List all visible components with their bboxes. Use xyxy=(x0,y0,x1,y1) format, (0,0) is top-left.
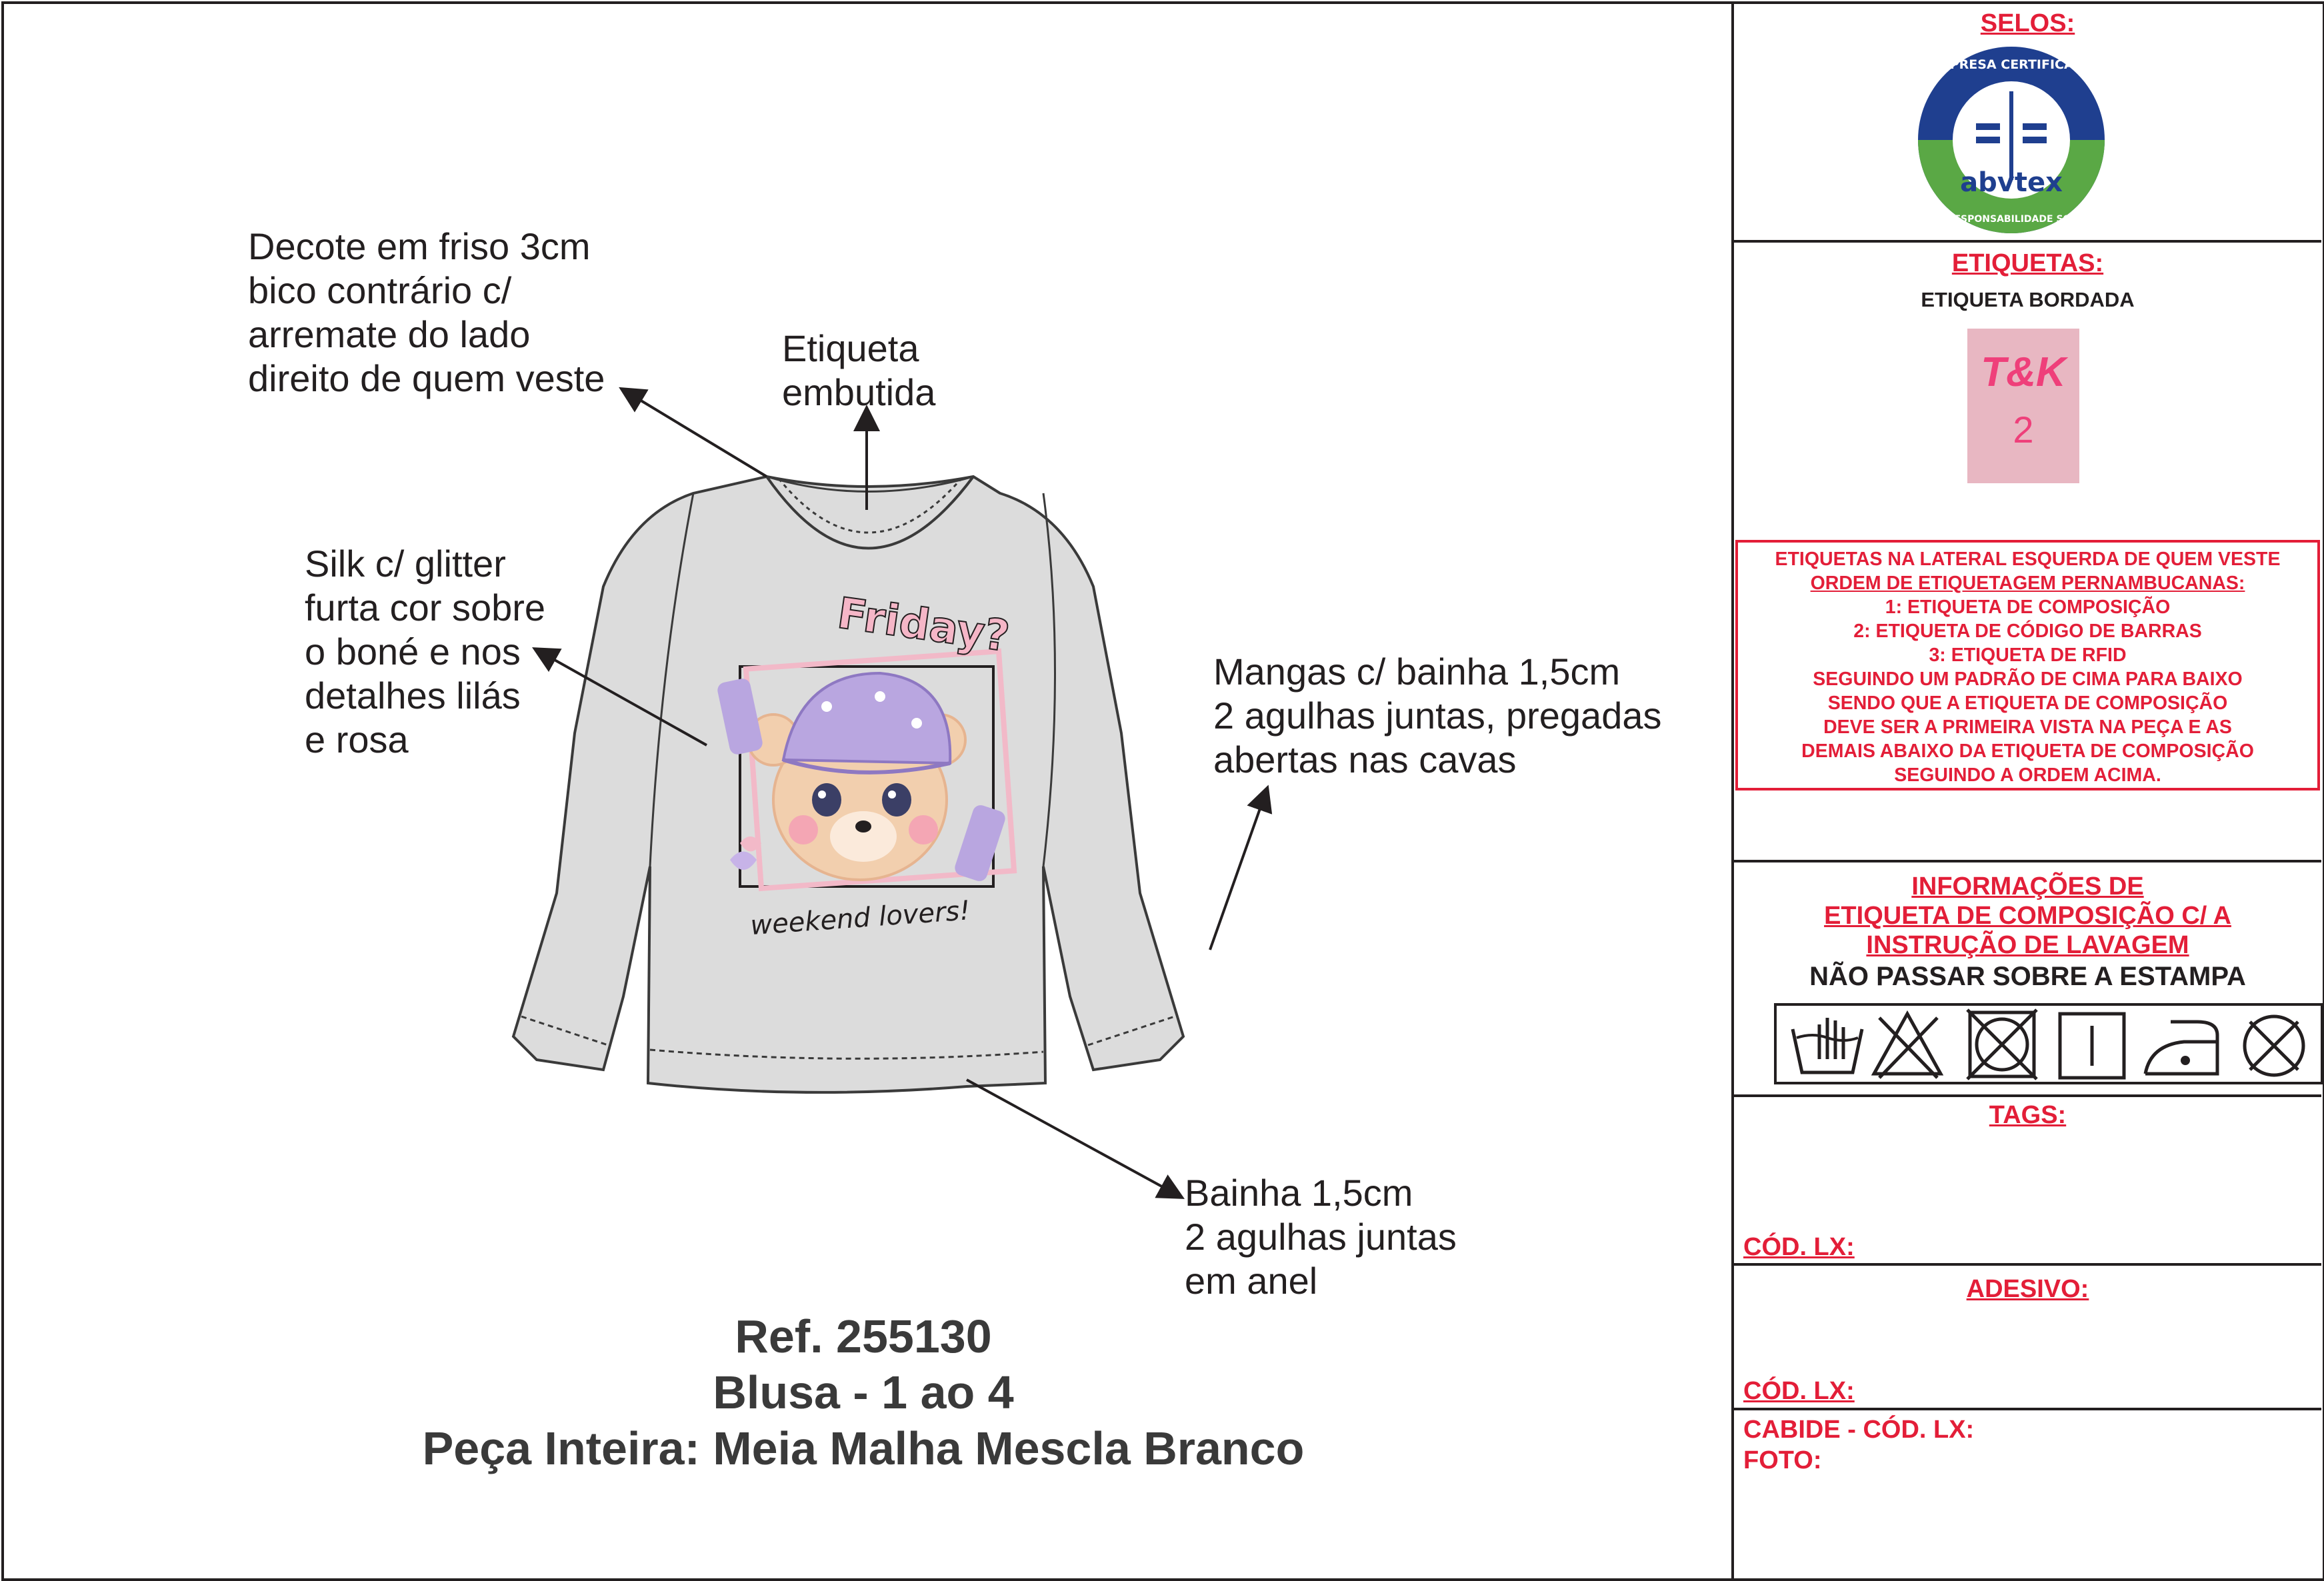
brand-label-size: 2 xyxy=(2013,409,2034,451)
section-divider xyxy=(1734,1263,2321,1266)
brand-label-logo: T&K xyxy=(1981,349,2066,395)
hanger-code-label: CABIDE - CÓD. LX: xyxy=(1743,1416,1975,1444)
neckline-arrow xyxy=(623,390,767,477)
section-divider xyxy=(1734,1094,2321,1097)
instruction-line: DEMAIS ABAIXO DA ETIQUETA DE COMPOSIÇÃO xyxy=(1801,741,2254,762)
section-divider xyxy=(1734,860,2321,862)
seal-bottom-text: EM RESPONSABILIDADE SOCIAL xyxy=(1928,214,2095,225)
sleeve-note: Mangas c/ bainha 1,5cm 2 agulhas juntas, pregadas abertas nas cavas xyxy=(1213,651,1662,781)
photo-label: FOTO: xyxy=(1743,1446,1822,1474)
label-type: ETIQUETA BORDADA xyxy=(1921,288,2135,311)
instruction-line: SEGUINDO UM PADRÃO DE CIMA PARA BAIXO xyxy=(1813,669,2243,690)
print-warning: NÃO PASSAR SOBRE A ESTAMPA xyxy=(1809,962,2246,991)
hand-wash-icon xyxy=(1793,1018,1862,1072)
instruction-line: SEGUINDO A ORDEM ACIMA. xyxy=(1894,765,2161,786)
instruction-line: ORDEM DE ETIQUETAGEM PERNAMBUCANAS: xyxy=(1810,573,2245,594)
sleeve-arrow xyxy=(1210,790,1267,950)
instruction-line: ETIQUETAS NA LATERAL ESQUERDA DE QUEM VESTE xyxy=(1775,549,2281,570)
seal-top-text: EMPRESA CERTIFICADA xyxy=(1928,57,2095,72)
hem-note: Bainha 1,5cm 2 agulhas juntas em anel xyxy=(1185,1172,1457,1302)
abvtex-seal xyxy=(1915,43,2108,237)
section-divider xyxy=(1734,1408,2321,1410)
line-dry-icon xyxy=(2060,1014,2124,1078)
composition-title-line: INSTRUÇÃO DE LAVAGEM xyxy=(1866,931,2189,959)
instruction-line: 2: ETIQUETA DE CÓDIGO DE BARRAS xyxy=(1853,621,2202,642)
sticker-code-label: CÓD. LX: xyxy=(1743,1377,1855,1405)
iron-low-icon xyxy=(2145,1022,2217,1074)
seals-title: SELOS: xyxy=(1980,9,2075,37)
brand-label xyxy=(1967,329,2079,483)
sticker-title: ADESIVO: xyxy=(1966,1275,2089,1303)
print-tagline: weekend lovers! xyxy=(749,895,971,942)
instruction-line: 3: ETIQUETA DE RFID xyxy=(1929,645,2127,666)
label-note: Etiqueta embutida xyxy=(782,327,936,413)
instruction-line: DEVE SER A PRIMEIRA VISTA NA PEÇA E AS xyxy=(1823,717,2232,738)
silk-note: Silk c/ glitter furta cor sobre o boné e nos detalhes lilás e rosa xyxy=(305,543,546,761)
no-dry-clean-icon xyxy=(2245,1016,2303,1075)
no-bleach-icon xyxy=(1874,1014,1941,1078)
labeling-instructions-box xyxy=(1735,540,2320,790)
print-heading: Friday? xyxy=(834,589,1013,662)
care-symbols xyxy=(1774,1003,2324,1084)
tags-title: TAGS: xyxy=(1989,1101,2067,1129)
hem-arrow xyxy=(967,1080,1180,1196)
side-panel-divider xyxy=(1731,1,1734,1578)
no-tumble-dry-icon xyxy=(1967,1010,2037,1079)
material-description: Peça Inteira: Meia Malha Mescla Branco xyxy=(422,1422,1305,1474)
seal-brand: abvtex xyxy=(1960,167,2063,198)
composition-title xyxy=(1734,872,2321,960)
reference-number: Ref. 255130 xyxy=(735,1310,992,1362)
tags-code-label: CÓD. LX: xyxy=(1743,1233,1855,1261)
instruction-line: SENDO QUE A ETIQUETA DE COMPOSIÇÃO xyxy=(1827,693,2228,714)
composition-title-line: INFORMAÇÕES DE xyxy=(1911,872,2144,900)
labeling-instructions xyxy=(1738,547,2317,787)
labels-title: ETIQUETAS: xyxy=(1951,249,2104,277)
neckline-note: Decote em friso 3cm bico contrário c/ arremate do lado direito de quem veste xyxy=(248,225,605,399)
section-divider xyxy=(1734,240,2321,243)
product-name: Blusa - 1 ao 4 xyxy=(713,1366,1014,1418)
instruction-line: 1: ETIQUETA DE COMPOSIÇÃO xyxy=(1885,597,2171,618)
composition-title-line: ETIQUETA DE COMPOSIÇÃO C/ A xyxy=(1824,902,2231,930)
